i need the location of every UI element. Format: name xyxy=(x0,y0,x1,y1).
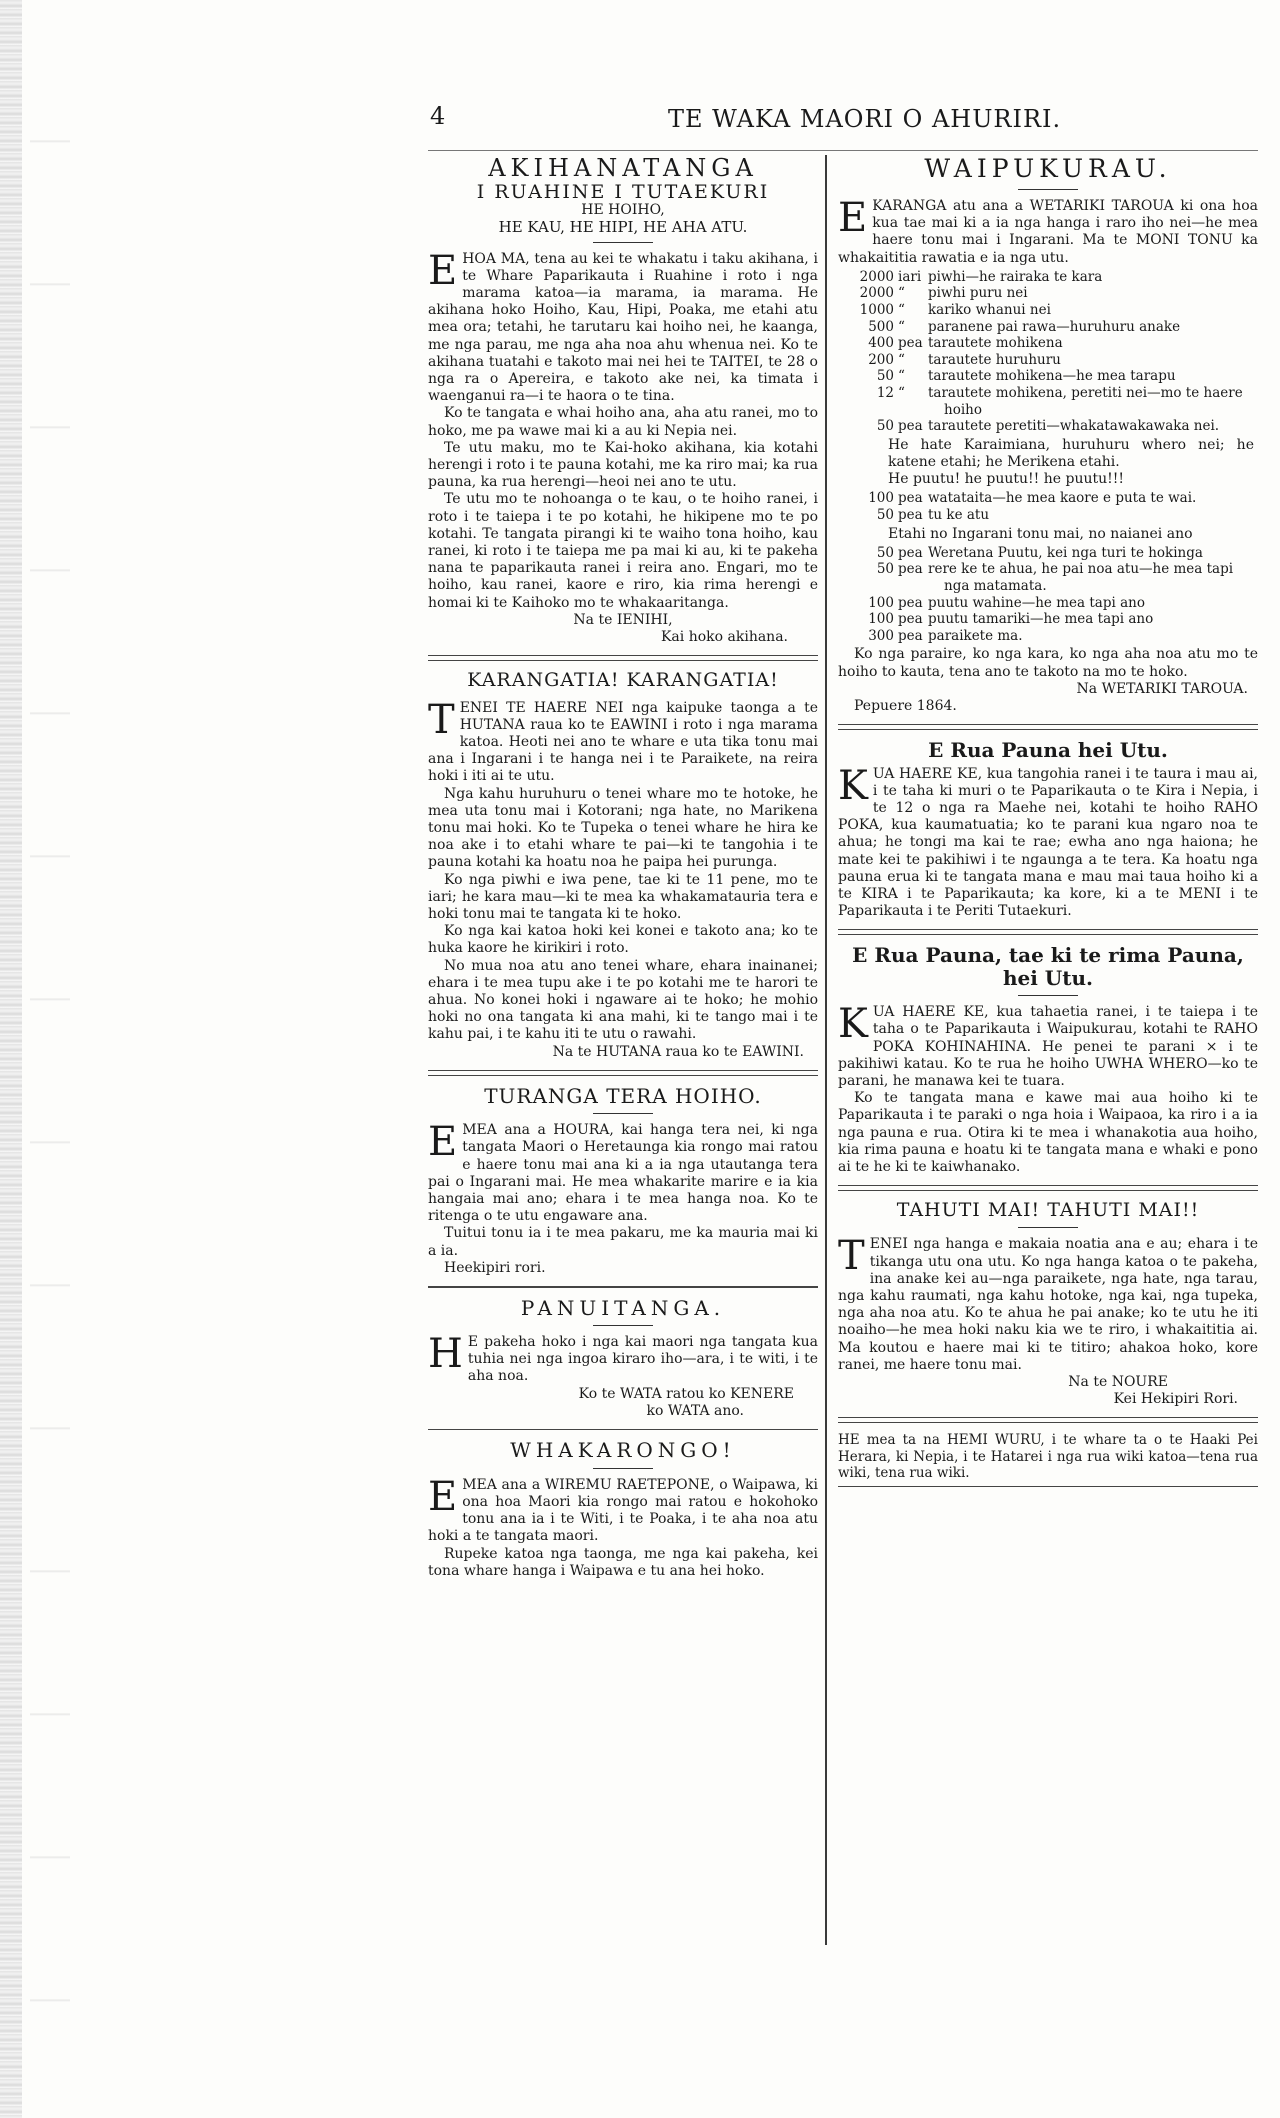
karangatia-title: KARANGATIA! KARANGATIA! xyxy=(467,669,779,692)
drop-cap: E xyxy=(428,1473,458,1520)
page-binding-edge xyxy=(0,0,22,2118)
goods-quantity: 1000 xyxy=(859,302,894,318)
goods-quantity: 100 xyxy=(868,594,894,611)
short-rule xyxy=(593,242,653,243)
goods-list-item xyxy=(838,352,1258,369)
goods-description: tarautete mohikena xyxy=(928,335,1063,352)
page-header xyxy=(428,102,1258,134)
goods-list-item xyxy=(838,418,1258,435)
goods-unit: pea xyxy=(898,594,923,611)
akihanatanga-paragraph: Te utu mo te nohoanga o te kau, o te hoiho ranei, i roto i te taiepa i te po kotahi, he hikipene mo te po kotahi. Te tangata pirangi ki te waiho tona hoiho, kau ranei, ki roto i te taiepa me pa mai ki au, ki te pakeha nana te paparikauta ranei i reira ano. Engari, mo te hoiho, kau ranei, kaore e riro, kia rima herengi e homai ki te Kaihoko mo te whakaaritanga. xyxy=(428,491,818,611)
panuitanga-title: PANUITANGA. xyxy=(520,1295,726,1320)
goods-unit: “ xyxy=(898,318,905,335)
goods-list-item xyxy=(838,628,1258,645)
waipukurau-title: WAIPUKURAU. xyxy=(924,154,1172,183)
eruapauna-notice xyxy=(838,739,1258,920)
signature: Na te HUTANA raua ko te EAWINI. xyxy=(552,1043,804,1060)
goods-description: tarautete huruhuru xyxy=(928,351,1061,368)
section-rule xyxy=(838,1486,1258,1488)
eruarima-paragraph: KUA HAERE KE, kua tahaetia ranei, i te taiepa i te taha o te Paparikauta i Waipukurau, kotahi te RAHO POKA KOHINAHINA. He penei te parani × i te pakihiwi katau. Ko te rua he hoiho UWHA WHERO—ko te parani, he manawa kei te tuara. xyxy=(838,1001,1258,1089)
goods-quantity: 100 xyxy=(868,611,894,628)
panuitanga-notice xyxy=(428,1297,818,1420)
section-rule xyxy=(428,1286,818,1288)
akihanatanga-subtitle: I RUAHINE I TUTAEKURI xyxy=(476,180,770,203)
drop-cap: E xyxy=(838,195,868,241)
goods-quantity: 50 xyxy=(876,561,894,578)
goods-description: rere ke te ahua, he pai noa atu—he mea tapi nga matamata. xyxy=(928,561,1234,594)
goods-unit: pea xyxy=(898,561,923,578)
short-rule xyxy=(1018,189,1078,190)
turanga-title: TURANGA TERA HOIHO. xyxy=(484,1083,762,1108)
goods-unit: “ xyxy=(898,384,905,401)
goods-description: puutu tamariki—he mea tapi ano xyxy=(928,611,1154,628)
page-margin-texture xyxy=(30,0,70,2118)
column-divider xyxy=(825,155,827,1945)
short-rule xyxy=(593,1113,653,1114)
masthead: TE WAKA MAORI O AHURIRI. xyxy=(668,105,1062,133)
etahi-line: Etahi no Ingarani tonu mai, no naianei ano xyxy=(888,525,1193,542)
drop-cap: K xyxy=(838,762,868,809)
signature-role: Kai hoko akihana. xyxy=(660,629,788,646)
section-rule xyxy=(838,1417,1258,1423)
goods-unit: pea xyxy=(898,335,923,352)
goods-list-item xyxy=(838,335,1258,352)
goods-unit: “ xyxy=(898,368,905,385)
goods-quantity: 12 xyxy=(876,384,894,401)
goods-unit: pea xyxy=(898,544,923,561)
left-column xyxy=(428,155,818,1580)
signature-2: Kei Hekipiri Rori. xyxy=(1113,1391,1238,1408)
signature: Na te NOURE xyxy=(1068,1374,1168,1391)
section-rule xyxy=(838,724,1258,730)
section-rule xyxy=(838,1185,1258,1191)
short-rule xyxy=(1018,1227,1078,1228)
goods-description: piwhi—he rairaka te kara xyxy=(928,268,1103,285)
akihanatanga-notice xyxy=(428,155,818,646)
goods-unit: pea xyxy=(898,627,923,644)
karangatia-paragraph: Nga kahu huruhuru o tenei whare mo te hotoke, he mea uta tonu mai i Kotorani; nga hate, no Marikena tonu mai hoki. Ko te Tupeka o tenei whare he hira ke noa ake i to etahi whare te pai—ki te tangohia i te pauna kotahi ka hoatu noa he paipa hei purunga. xyxy=(428,785,818,871)
goods-quantity: 500 xyxy=(868,318,894,335)
section-rule xyxy=(428,1429,818,1431)
akihanatanga-paragraph: Ko te tangata e whai hoiho ana, aha atu ranei, mo to hoko, me pa wawe mai ki a au ki Nepia nei. xyxy=(428,405,818,439)
notice-date: Pepuere 1864. xyxy=(854,697,957,714)
right-column xyxy=(838,155,1258,1496)
akihanatanga-paragraph: Te utu maku, mo te Kai-hoko akihana, kia kotahi herengi i roto i te pauna kotahi, me ka riro mai; ka rua pauna, ka rua herengi—heoi nei ano te utu. xyxy=(428,439,818,491)
whakarongo-notice xyxy=(428,1439,818,1580)
section-rule xyxy=(428,1070,818,1076)
goods-list-item xyxy=(838,368,1258,385)
signature: Na WETARIKI TAROUA. xyxy=(1076,680,1248,697)
goods-list-item xyxy=(838,302,1258,319)
akihanatanga-title: AKIHANATANGA xyxy=(488,154,758,182)
goods-list-item xyxy=(838,385,1258,418)
goods-unit: pea xyxy=(898,506,923,523)
goods-unit: pea xyxy=(898,611,923,628)
turanga-paragraph: EMEA ana a HOURA, kai hanga tera nei, ki nga tangata Maori o Heretaunga kia rongo mai ratou e haere tonu mai ana ki a ia nga utautanga tera pai o Ingarani mai. He mea whakarite marire e ia kia hangaia mai ano; ehara i te mea hanga noa. Ko te ritenga o te utu engaware ana. xyxy=(428,1119,818,1225)
goods-list xyxy=(838,269,1258,435)
eruapauna-title: E Rua Pauna hei Utu. xyxy=(928,738,1168,763)
goods-unit: “ xyxy=(898,302,905,318)
goods-unit: “ xyxy=(898,351,905,368)
karangatia-paragraph: No mua noa atu ano tenei whare, ehara inainanei; ehara i te mea tupu ake i te po kotahi me te harori te ahua. No konei hoki i ngaware ai te hoko; he mohio hoki no ona tangata ki ana mahi, ki te tango mai i te kahu pai, i te kahu iti te utu o rawahi. xyxy=(428,957,818,1043)
goods-description: paranene pai rawa—huruhuru anake xyxy=(928,318,1181,335)
goods-list xyxy=(838,545,1258,645)
eruarima-title: E Rua Pauna, tae ki te rima Pauna, hei Utu. xyxy=(852,943,1244,990)
drop-cap: E xyxy=(428,1119,458,1166)
goods-list-item xyxy=(838,611,1258,628)
goods-unit: pea xyxy=(898,418,923,435)
goods-description: tarautete mohikena, peretiti nei—mo te haere hoiho xyxy=(928,384,1243,418)
eruapauna-paragraph: KUA HAERE KE, kua tangohia ranei i te taura i mau ai, i te taha ki muri o te Paparikauta o te Kira i Nepia, i te 12 o nga ra Maehe nei, kotahi te hoiho RAHO POKA, kua kaumatuatia; ko te parani kua ngaro noa te ahua; he tongi ma kai te rae; ewha ano nga haiona; he mate kei te pakihiwi i te ngaunga a te tera. Ka hoatu nga pauna erua ki te tangata mana e mau mai taua hoiho ki a te KIRA i te Paparikauta; ka kore, ki a te MENI i te Paparikauta i te Periti Tutaekuri. xyxy=(838,762,1258,920)
karangatia-paragraph: Ko nga kai katoa hoki kei konei e takoto ana; ko te huka kaore he kirikiri i roto. xyxy=(428,923,818,957)
drop-cap: T xyxy=(428,696,455,743)
eruarima-notice xyxy=(838,944,1258,1176)
turanga-notice xyxy=(428,1085,818,1277)
drop-cap: E xyxy=(428,247,458,294)
goods-quantity: 2000 xyxy=(859,285,894,302)
waipukurau-notice xyxy=(838,155,1258,715)
goods-list-item xyxy=(838,285,1258,302)
tahuti-notice xyxy=(838,1200,1258,1408)
goods-unit: “ xyxy=(898,285,905,302)
goods-quantity: 50 xyxy=(876,368,894,385)
goods-description: kariko whanui nei xyxy=(928,302,1051,318)
karangatia-paragraph: TENEI TE HAERE NEI nga kaipuke taonga a te HUTANA raua ko te EAWINI i roto i nga marama katoa. Heoti nei ano te whare e uta tika tonu mai ana i Ingarani i te hanga nei i te Paraikete, na reira hoki i iti ai te utu. xyxy=(428,696,818,785)
goods-quantity: 200 xyxy=(868,351,894,368)
akihanatanga-subtitle-3: HE KAU, HE HIPI, HE AHA ATU. xyxy=(498,217,748,236)
printer-imprint: HE mea ta na HEMI WURU, i te whare ta o te Haaki Pei Herara, ki Nepia, i te Hatarei i nga rua wiki katoa—tena rua wiki, tena rua wiki. xyxy=(838,1432,1258,1482)
short-rule xyxy=(593,1325,653,1326)
goods-list-item xyxy=(838,507,1258,524)
goods-quantity: 2000 xyxy=(859,268,894,285)
drop-cap: T xyxy=(838,1233,865,1280)
drop-cap: K xyxy=(838,1001,868,1048)
boots-line: He puutu! he puutu!! he puutu!!! xyxy=(888,471,1125,488)
goods-quantity: 50 xyxy=(876,506,894,523)
goods-description: tu ke atu xyxy=(928,506,990,523)
waipukurau-paragraph: EKARANGA atu ana a WETARIKI TAROUA ki ona hoa kua tae mai ki a ia nga hanga i raro iho nei—he mea haere tonu mai i Ingarani. Ma te MONI TONU ka whakaititia rawatia e ia nga utu. xyxy=(838,195,1258,266)
goods-description: Weretana Puutu, kei nga turi te hokinga xyxy=(928,544,1203,561)
tahuti-title: TAHUTI MAI! TAHUTI MAI!! xyxy=(896,1199,1200,1222)
section-rule xyxy=(428,655,818,661)
signature: Ko te WATA ratou ko KENERE xyxy=(578,1385,794,1402)
waipukurau-closing: Ko nga paraire, ko nga kara, ko nga aha noa atu mo te hoiho to kauta, tena ano te takoto na mo te hoko. xyxy=(838,646,1258,680)
header-rule xyxy=(428,150,1258,151)
panuitanga-paragraph: H E pakeha hoko i nga kai maori nga tangata kua tuhia nei nga ingoa kiraro iho—ara, i te witi, i te aha noa. xyxy=(428,1330,818,1385)
section-rule xyxy=(838,929,1258,935)
short-rule xyxy=(593,1468,653,1469)
goods-list-item xyxy=(838,319,1258,336)
goods-quantity: 50 xyxy=(876,544,894,561)
drop-cap: H xyxy=(428,1330,463,1377)
akihanatanga-paragraph: EHOA MA, tena au kei te whakatu i taku akihana, i te Whare Paparikauta i Ruahine i roto i nga marama katoa—ia marama, ia marama. He akihana hoko Hoiho, Kau, Hipi, Poaka, me etahi atu mea ora; tetahi, he tarutaru kai hoiho nei, he kaanga, me nga parau, me nga aha noa ahu whenua nei. Ko te akihana tuatahi e takoto mai nei hei te TAITEI, te 28 o nga ra o Apereira, e takoto ake nei, ka timata i waenganui ra—i te haora o te tina. xyxy=(428,247,818,405)
goods-description: tarautete peretiti—whakatawakawaka nei. xyxy=(928,418,1220,435)
goods-quantity: 300 xyxy=(868,627,894,644)
short-rule xyxy=(1018,995,1078,996)
goods-list xyxy=(838,490,1258,523)
whakarongo-paragraph: EMEA ana a WIREMU RAETEPONE, o Waipawa, ki ona hoa Maori kia rongo mai ratou e hokohoko tonu ana ia i te Witi, i te Poaka, i te aha noa atu hoki a te tangata maori. xyxy=(428,1473,818,1545)
signature-2: ko WATA ano. xyxy=(646,1402,744,1419)
karangatia-paragraph: Ko nga piwhi e iwa pene, tae ki te 11 pene, mo te iari; he kara mau—ki te mea ka whakamatauria tera e hoki tonu mai te tangata ki te hoko. xyxy=(428,871,818,922)
goods-list-item xyxy=(838,269,1258,286)
goods-quantity: 400 xyxy=(868,335,894,352)
signature: Na te IENIHI, xyxy=(573,611,673,628)
akihanatanga-subtitle-2: HE HOIHO, xyxy=(581,202,665,219)
goods-quantity: 100 xyxy=(868,490,894,507)
page-number: 4 xyxy=(430,102,446,130)
goods-description: piwhi puru nei xyxy=(928,285,1028,302)
goods-description: puutu wahine—he mea tapi ano xyxy=(928,594,1145,611)
goods-unit: pea xyxy=(898,490,923,507)
goods-quantity: 50 xyxy=(876,418,894,435)
hats-line: He hate Karaimiana, huruhuru whero nei; he katene etahi; he Merikena etahi. xyxy=(888,436,1254,470)
goods-list-item xyxy=(838,545,1258,562)
goods-list-item xyxy=(838,490,1258,507)
eruarima-paragraph: Ko te tangata mana e kawe mai aua hoiho ki te Paparikauta i te paraki o nga hoia i Waipaoa, ka riro i a ia nga pauna e rua. Otira ki te mea i whanakotia aua hoiho, kia rima pauna e hoatu ki te tangata mana e whaki e pono ai te he ki te kaiwhanako. xyxy=(838,1090,1258,1175)
whakarongo-title: WHAKARONGO! xyxy=(510,1438,736,1463)
tahuti-paragraph: TENEI nga hanga e makaia noatia ana e au; ehara i te tikanga utu ona utu. Ko nga hanga katoa o te pakeha, ina anake kei au—nga paraikete, nga hate, nga tarau, nga kahu raumati, nga kahu hotoke, nga kai, nga tupeka, nga aha noa atu. Ko te ahua he pai anake; ko te utu he iti noaiho—he mea hoki naku kia we te riro, i whakaititia ai. Ma koutou e haere mai ki te titiro; ahakoa hoko, kore ranei, me haere tonu mai. xyxy=(838,1233,1258,1373)
goods-description: watataita—he mea kaore e puta te wai. xyxy=(928,490,1197,507)
goods-description: tarautete mohikena—he mea tarapu xyxy=(928,368,1176,385)
turanga-signature: Heekipiri rori. xyxy=(444,1259,546,1276)
karangatia-notice xyxy=(428,670,818,1061)
whakarongo-paragraph: Rupeke katoa nga taonga, me nga kai pakeha, kei tona whare hanga i Waipawa e tu ana hei hoko. xyxy=(428,1545,818,1579)
turanga-paragraph: Tuitui tonu ia i te mea pakaru, me ka mauria mai ki a ia. xyxy=(428,1225,818,1259)
goods-description: paraikete ma. xyxy=(928,627,1023,644)
goods-unit: iari xyxy=(898,268,922,285)
goods-list-item xyxy=(838,595,1258,612)
goods-list-item xyxy=(838,561,1258,594)
